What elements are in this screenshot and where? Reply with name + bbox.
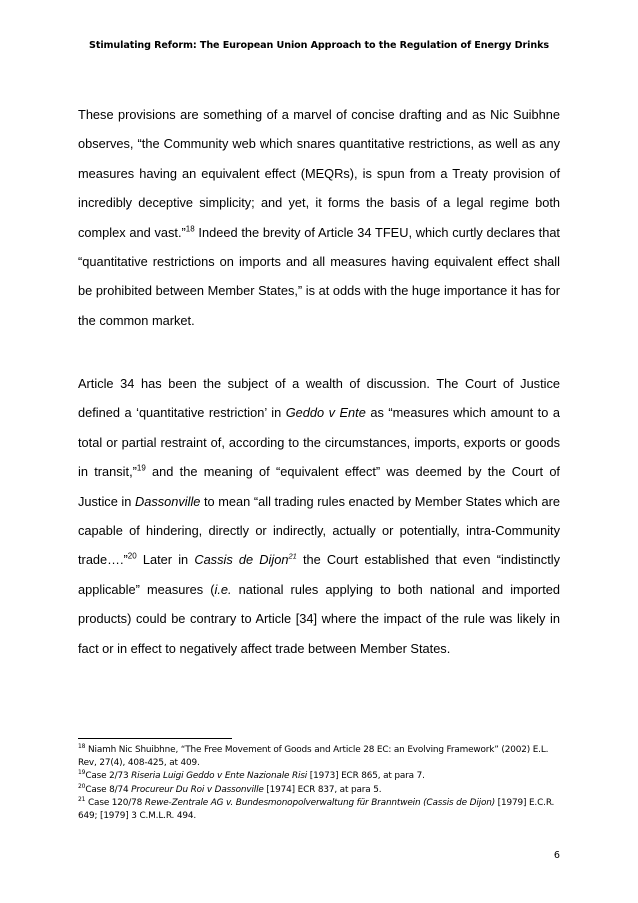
footnote-separator	[78, 738, 232, 739]
body-paragraph-1	[78, 100, 560, 335]
footnote-19	[78, 770, 560, 783]
footnote-20	[78, 784, 560, 797]
paragraph-1-text: These provisions are something of a marvel of concise drafting and as Nic Suibhne observes, “the Community web which snares quantitative restrictions, as well as any measures having an equivalent effect (MEQRs), is spun from a Treaty provision of incredibly deceptive simplicity; and yet, it forms the basis of a legal regime both complex and vast.”	[78, 107, 560, 240]
paragraph-1-text: Indeed the brevity of Article 34 TFEU, which curtly declares that “quantitative restrictions on imports and all measures having equivalent effect shall be prohibited between Member States,” is at odds with the huge importance it has for the common market.	[78, 224, 560, 328]
paragraph-2-text: Later in	[136, 552, 195, 568]
footnote-number: 21	[78, 795, 86, 803]
case-name-dassonville: Dassonville	[134, 493, 201, 509]
footnotes	[78, 744, 560, 823]
footnote-number: 19	[78, 769, 86, 777]
paragraph-2-text: as “measures which amount to a total or partial restraint of, according to the circumstances, imports, exports or goods in transit,”	[78, 405, 560, 480]
footnote-18	[78, 744, 560, 770]
footnote-ref-21	[288, 552, 296, 561]
case-name-geddo: Geddo v Ente	[285, 405, 366, 421]
footnote-case-name: Procureur Du Roi v Dassonville	[131, 784, 264, 795]
footnote-text: [1974] ECR 837, at para 5.	[263, 784, 382, 795]
footnote-text: [1979] E.C.R. 649; [1979] 3 C.M.L.R. 494.	[78, 797, 555, 822]
footnote-ref-20: 20	[127, 552, 137, 562]
paragraph-2-text: national rules applying to both national and imported products) could be contrary to Article [34] where the impact of the rule was likely in fact or in effect to negatively affect trade between Member States.	[78, 581, 560, 656]
case-name-cassis: Cassis de Dijon	[194, 552, 289, 568]
footnote-case-name: Rewe-Zentrale AG v. Bundesmonopolverwaltung für Branntwein (Cassis de Dijon)	[144, 797, 496, 808]
abbreviation-ie: i.e.	[214, 581, 232, 597]
footnote-text: Case 120/78	[85, 797, 145, 808]
paragraph-2-text: Article 34 has been the subject of a wealth of discussion. The Court of Justice defined a ‘quantitative restriction’ in	[78, 376, 560, 421]
footnote-case-name: Riseria Luigi Geddo v Ente Nazionale Risi	[131, 771, 308, 782]
paragraph-2-text: the Court established that even “indistinctly applicable” measures (	[78, 552, 560, 597]
footnote-number: 20	[78, 782, 86, 790]
page-number: 6	[553, 850, 560, 861]
footnote-text: [1973] ECR 865, at para 7.	[307, 771, 425, 782]
paragraph-2-text: and the meaning of “equivalent effect” was deemed by the Court of Justice in	[78, 464, 560, 509]
footnote-21	[78, 797, 560, 823]
running-header: Stimulating Reform: The European Union Approach to the Regulation of Energy Drinks	[89, 40, 549, 51]
footnote-ref-18: 18	[185, 224, 195, 234]
footnote-text: Case 8/74	[85, 784, 132, 795]
footnote-ref-21-number: 21	[288, 552, 297, 562]
paragraph-2-text: to mean “all trading rules enacted by Member States which are capable of hindering, directly or indirectly, actually or potentially, intra-Community trade….”	[78, 493, 560, 568]
footnote-text: Case 2/73	[85, 771, 132, 782]
body-paragraph-2	[78, 369, 560, 663]
footnote-number: 18	[78, 743, 86, 751]
footnote-ref-19: 19	[136, 463, 146, 473]
footnote-text: Niamh Nic Shuibhne, “The Free Movement of Goods and Article 28 EC: an Evolving Framework” (2002) E.L. Rev, 27(4), 408-425, at 409.	[78, 745, 549, 769]
